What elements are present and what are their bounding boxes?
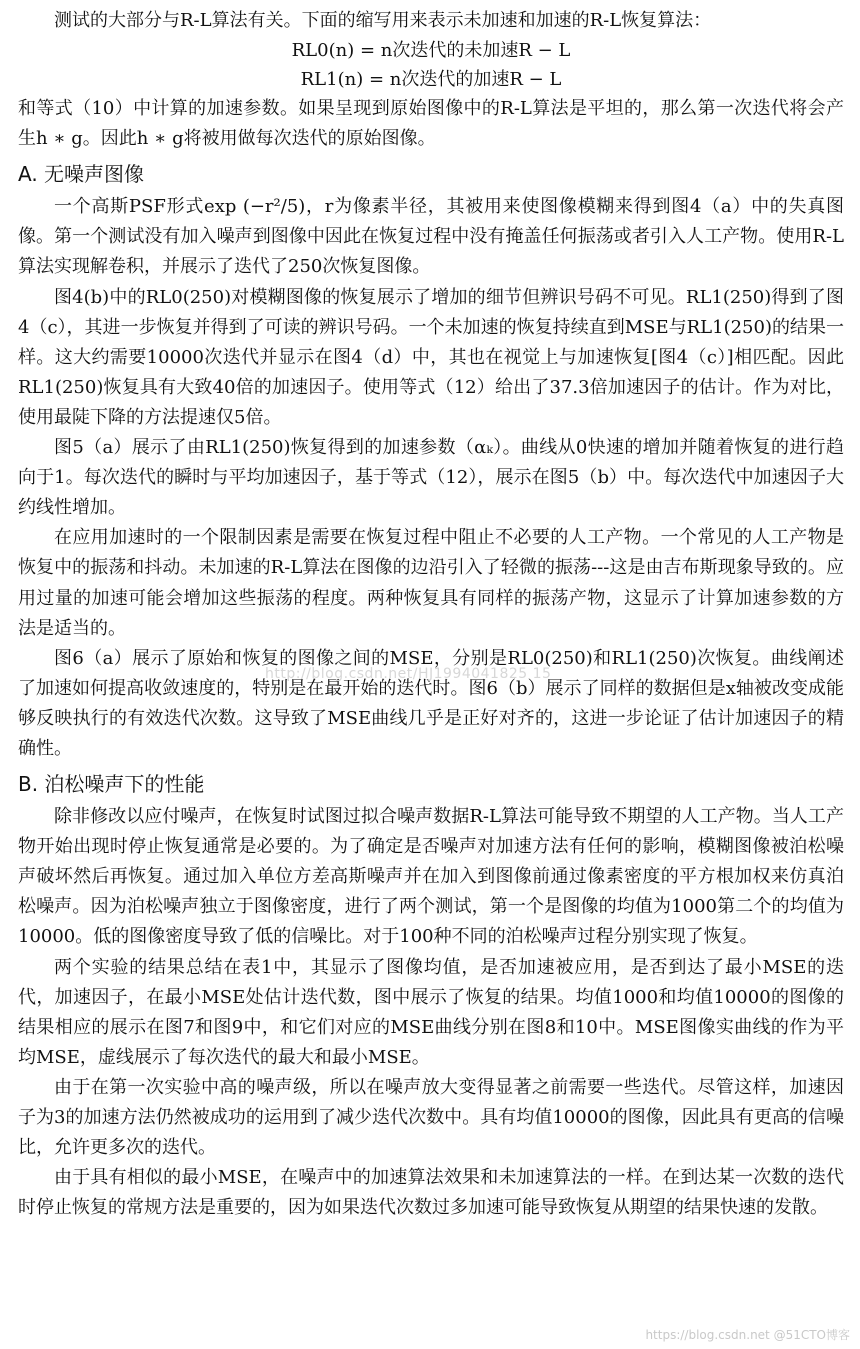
document-page	[18, 6, 844, 1223]
watermark-middle: http://blog.csdn.net/HJ1994041825 15	[265, 666, 552, 682]
section-a-paragraph-4: 在应用加速时的一个限制因素是需要在恢复过程中阻止不必要的人工产物。一个常见的人工产物是恢复中的振荡和抖动。未加速的R-L算法在图像的边沿引入了轻微的振荡---这是由吉布斯现象导致的。应用过量的加速可能会增加这些振荡的程度。两种恢复具有同样的振荡产物，这显示了计算加速参数的方法是适当的。	[18, 527, 844, 639]
section-b-paragraph-3: 由于在第一次实验中高的噪声级，所以在噪声放大变得显著之前需要一些迭代。尽管这样，加速因子为3的加速方法仍然被成功的运用到了减少迭代次数中。具有均值10000的图像，因此具有更高的信噪比，允许更多次的迭代。	[18, 1076, 844, 1159]
intro-paragraph: 测试的大部分与R-L算法有关。下面的缩写用来表示未加速和加速的R-L恢复算法：	[54, 10, 712, 31]
section-heading-a: A. 无噪声图像	[18, 162, 145, 187]
section-a-paragraph-3: 图5（a）展示了由RL1(250)恢复得到的加速参数（αₖ）。曲线从0快速的增加并随着恢复的进行趋向于1。每次迭代的瞬时与平均加速因子，基于等式（12），展示在图5（b）中。每次迭代中加速因子大约线性增加。	[18, 437, 844, 519]
section-a-paragraph-1: 一个高斯PSF形式exp (−r²/5)，r为像素半径，其被用来使图像模糊来得到图4（a）中的失真图像。第一个测试没有加入噪声到图像中因此在恢复过程中没有掩盖任何振荡或者引入人工产物。使用R-L算法实现解卷积，并展示了迭代了250次恢复图像。	[18, 196, 844, 278]
watermark-corner: https://blog.csdn.net @51CTO博客	[645, 1328, 850, 1342]
section-b-paragraph-2: 两个实验的结果总结在表1中，其显示了图像均值，是否加速被应用，是否到达了最小MSE的迭代，加速因子，在最小MSE处估计迭代数，图中展示了恢复的结果。均值1000和均值10000的图像的结果相应的展示在图7和图9中，和它们对应的MSE曲线分别在图8和10中。MSE图像实曲线的作为平均MSE，虚线展示了每次迭代的最大和最小MSE。	[18, 956, 844, 1068]
equation-rl0: RL0(n) = n次迭代的未加速R − L	[291, 40, 571, 62]
section-b-paragraph-1: 除非修改以应付噪声，在恢复时试图过拟合噪声数据R-L算法可能导致不期望的人工产物。当人工产物开始出现时停止恢复通常是必要的。为了确定是否噪声对加速方法有任何的影响，模糊图像被泊松噪声破坏然后再恢复。通过加入单位方差高斯噪声并在加入到图像前通过像素密度的平方根加权来仿真泊松噪声。因为泊松噪声独立于图像密度，进行了两个测试，第一个是图像的均值为1000第二个的均值为10000。低的图像密度导致了低的信噪比。对于100种不同的泊松噪声过程分别实现了恢复。	[18, 806, 844, 948]
section-b-paragraph-4: 由于具有相似的最小MSE，在噪声中的加速算法效果和未加速算法的一样。在到达某一次数的迭代时停止恢复的常规方法是重要的，因为如果迭代次数过多加速可能导致恢复从期望的结果快速的发散。	[18, 1167, 844, 1219]
equation-rl1: RL1(n) = n次迭代的加速R − L	[300, 69, 562, 91]
section-heading-b: B. 泊松噪声下的性能	[18, 772, 205, 797]
section-a-paragraph-5: 图6（a）展示了原始和恢复的图像之间的MSE，分别是RL0(250)和RL1(250)次恢复。曲线阐述了加速如何提高收敛速度的，特别是在最开始的迭代时。图6（b）展示了同样的数据但是x轴被改变成能够反映执行的有效迭代次数。这导致了MSE曲线几乎是正好对齐的，这进一步论证了估计加速因子的精确性。	[18, 647, 844, 759]
section-a-paragraph-2: 图4(b)中的RL0(250)对模糊图像的恢复展示了增加的细节但辨识号码不可见。RL1(250)得到了图4（c），其进一步恢复并得到了可读的辨识号码。一个未加速的恢复持续直到MSE与RL1(250)的结果一样。这大约需要10000次迭代并显示在图4（d）中，其也在视觉上与加速恢复[图4（c）]相匹配。因此RL1(250)恢复具有大致40倍的加速因子。使用等式（12）给出了37.3倍加速因子的估计。作为对比，使用最陡下降的方法提速仅5倍。	[18, 286, 844, 428]
paragraph-after-equations: 和等式（10）中计算的加速参数。如果呈现到原始图像中的R-L算法是平坦的，那么第一次迭代将会产生h ∗ g。因此h ∗ g将被用做每次迭代的原始图像。	[18, 98, 844, 150]
